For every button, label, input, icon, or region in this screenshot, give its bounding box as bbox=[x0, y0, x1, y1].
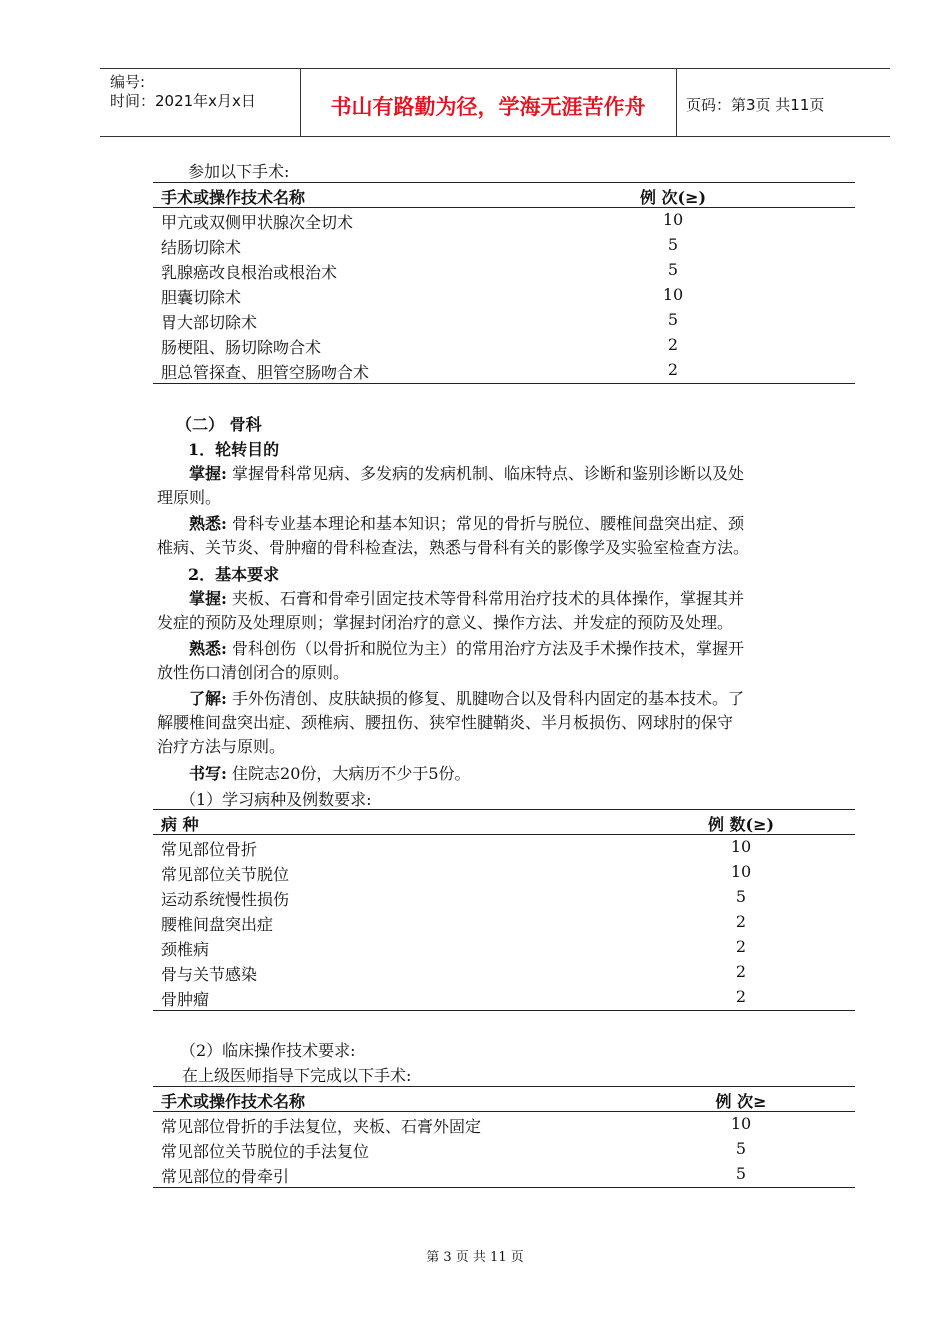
header-name: 手术或操作技术名称 bbox=[161, 188, 306, 207]
skills-table bbox=[153, 1086, 855, 1188]
cell-count: 5 bbox=[667, 310, 679, 329]
subheading-diseases: （1）学习病种及例数要求: bbox=[180, 790, 372, 809]
cell-name: 结肠切除术 bbox=[161, 238, 242, 257]
table-row bbox=[153, 960, 855, 985]
cell-count: 2 bbox=[735, 962, 747, 981]
section-title: （二） 骨科 bbox=[176, 415, 262, 434]
number-label: 编号: bbox=[110, 73, 146, 91]
table-row bbox=[153, 358, 855, 383]
paragraph-familiar: 熟悉: 骨科专业基本理论和基本知识；常见的骨折与脱位、腰椎间盘突出症、颈 椎病、关节炎、骨肿瘤的骨科检查法，熟悉与骨科有关的影像学及实验室检查方法。 bbox=[157, 514, 750, 557]
cell-name: 运动系统慢性损伤 bbox=[161, 890, 290, 909]
table-row bbox=[153, 208, 855, 233]
table-row bbox=[153, 835, 855, 860]
cell-name: 骨与关节感染 bbox=[161, 965, 258, 984]
header-count: 例 次(≥) bbox=[639, 188, 707, 207]
page-header bbox=[100, 68, 890, 137]
table-row bbox=[153, 333, 855, 358]
subheading-clinical-skills: （2）临床操作技术要求: bbox=[180, 1041, 356, 1060]
header-divider bbox=[676, 69, 677, 136]
header-count: 例 次≥ bbox=[715, 1092, 767, 1111]
cell-name: 常见部位的骨牵引 bbox=[161, 1167, 290, 1186]
cell-name: 常见部位关节脱位的手法复位 bbox=[161, 1142, 370, 1161]
table-row bbox=[153, 233, 855, 258]
cell-name: 腰椎间盘突出症 bbox=[161, 915, 274, 934]
cell-count: 5 bbox=[667, 260, 679, 279]
cell-count: 2 bbox=[735, 987, 747, 1006]
paragraph-understand: 了解: 手外伤清创、皮肤缺损的修复、肌腱吻合以及骨科内固定的基本技术。了 解腰椎间盘突出症、颈椎病、腰扭伤、狭窄性腱鞘炎、半月板损伤、网球肘的保守 治疗方法与原则。 bbox=[157, 689, 745, 756]
table-row bbox=[153, 910, 855, 935]
cell-count: 5 bbox=[667, 235, 679, 254]
paragraph-req-master: 掌握: 夹板、石膏和骨牵引固定技术等骨科常用治疗技术的具体操作，掌握其并 发症的预防及处理原则；掌握封闭治疗的意义、操作方法、并发症的预防及处理。 bbox=[157, 589, 745, 632]
cell-name: 常见部位关节脱位 bbox=[161, 865, 290, 884]
cell-count: 10 bbox=[730, 1114, 752, 1133]
table-row bbox=[153, 1162, 855, 1187]
cell-count: 5 bbox=[735, 887, 747, 906]
time-label: 时间：2021年x月x日 bbox=[110, 92, 256, 110]
table-row bbox=[153, 985, 855, 1010]
table-row bbox=[153, 935, 855, 960]
cell-name: 常见部位骨折 bbox=[161, 840, 258, 859]
table-row bbox=[153, 258, 855, 283]
cell-count: 5 bbox=[735, 1139, 747, 1158]
cell-count: 2 bbox=[735, 912, 747, 931]
table-row bbox=[153, 283, 855, 308]
label-write: 书写: bbox=[189, 764, 227, 783]
header-divider bbox=[300, 69, 301, 136]
header-disease: 病 种 bbox=[161, 815, 199, 834]
cell-count: 10 bbox=[662, 285, 684, 304]
cell-name: 甲亢或双侧甲状腺次全切术 bbox=[161, 213, 354, 232]
table-header bbox=[153, 1087, 855, 1112]
label-understand: 了解: bbox=[189, 689, 227, 708]
cell-name: 肠梗阻、肠切除吻合术 bbox=[161, 338, 322, 357]
cell-count: 5 bbox=[735, 1164, 747, 1183]
paragraph-req-familiar: 熟悉: 骨科创伤（以骨折和脱位为主）的常用治疗方法及手术操作技术，掌握开 放性伤口清创闭合的原则。 bbox=[157, 639, 745, 682]
table-row bbox=[153, 1112, 855, 1137]
cell-name: 颈椎病 bbox=[161, 940, 210, 959]
cell-name: 胆总管探查、胆管空肠吻合术 bbox=[161, 363, 370, 382]
cell-name: 胆囊切除术 bbox=[161, 288, 242, 307]
header-meta bbox=[110, 73, 256, 111]
table3-intro: 在上级医师指导下完成以下手术: bbox=[182, 1066, 412, 1085]
cell-name: 常见部位骨折的手法复位，夹板、石膏外固定 bbox=[161, 1117, 482, 1136]
table-row bbox=[153, 1137, 855, 1162]
label-familiar: 熟悉: bbox=[189, 514, 227, 533]
header-page-info: 页码：第3页 共11页 bbox=[686, 96, 825, 114]
header-motto: 书山有路勤为径，学海无涯苦作舟 bbox=[330, 95, 646, 119]
cell-name: 骨肿瘤 bbox=[161, 990, 210, 1009]
header-count: 例 数(≥) bbox=[707, 815, 775, 834]
cell-name: 乳腺癌改良根治或根治术 bbox=[161, 263, 338, 282]
table-row bbox=[153, 860, 855, 885]
table-row bbox=[153, 885, 855, 910]
surgery-table bbox=[153, 182, 855, 384]
heading-rotation-purpose: 1．轮转目的 bbox=[188, 440, 280, 459]
page-footer: 第 3 页 共 11 页 bbox=[426, 1250, 524, 1265]
table-header bbox=[153, 183, 855, 208]
table-header bbox=[153, 810, 855, 835]
cell-count: 2 bbox=[735, 937, 747, 956]
table1-intro: 参加以下手术: bbox=[188, 162, 290, 181]
cell-count: 10 bbox=[730, 837, 752, 856]
cell-count: 10 bbox=[730, 862, 752, 881]
cell-count: 2 bbox=[667, 360, 679, 379]
cell-count: 2 bbox=[667, 335, 679, 354]
table-row bbox=[153, 308, 855, 333]
cell-count: 10 bbox=[662, 210, 684, 229]
label-master: 掌握: bbox=[189, 589, 227, 608]
heading-basic-requirements: 2．基本要求 bbox=[188, 565, 280, 584]
paragraph-write: 书写: 住院志20份，大病历不少于5份。 bbox=[189, 764, 471, 783]
label-familiar: 熟悉: bbox=[189, 639, 227, 658]
cell-name: 胃大部切除术 bbox=[161, 313, 258, 332]
label-master: 掌握: bbox=[189, 464, 227, 483]
paragraph-master: 掌握: 掌握骨科常见病、多发病的发病机制、临床特点、诊断和鉴别诊断以及处 理原则。 bbox=[157, 464, 745, 507]
header-name: 手术或操作技术名称 bbox=[161, 1092, 306, 1111]
disease-table bbox=[153, 809, 855, 1011]
